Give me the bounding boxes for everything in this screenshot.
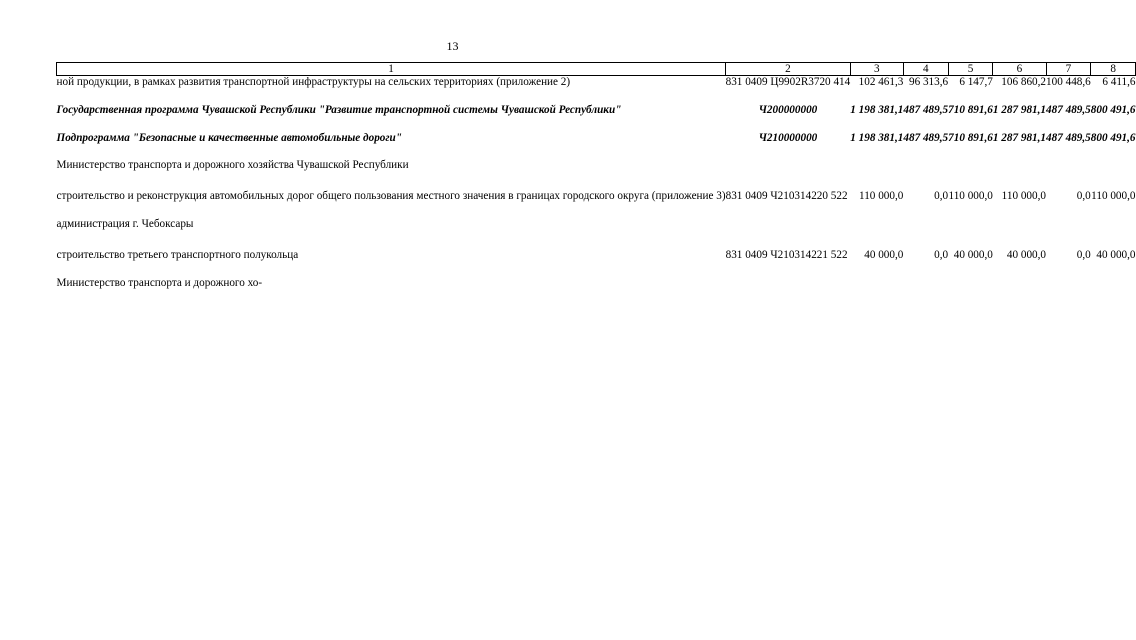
row-value: 710 891,6: [948, 103, 993, 116]
row-value: 487 489,5: [1046, 131, 1091, 144]
table-row: [57, 159, 1136, 173]
table-row: [57, 190, 1136, 204]
row-value: 6 411,6: [1102, 76, 1136, 88]
column-header: 3: [850, 63, 903, 76]
row-value: 487 489,5: [903, 131, 949, 144]
row-value: 96 313,6: [908, 76, 949, 88]
row-value: 110 000,0: [948, 190, 993, 203]
row-description: Государственная программа Чувашской Республики "Развитие транспортной системы Чувашской Республики": [56, 103, 622, 116]
row-value: 40 000,0: [1006, 248, 1047, 261]
budget-table: [56, 62, 1136, 290]
row-value: 40 000,0: [1096, 248, 1136, 261]
row-code: 831 0409 Ц9902R3720 414: [725, 76, 851, 88]
row-value: 800 491,6: [1090, 131, 1136, 144]
row-value: 110 000,0: [859, 190, 904, 203]
row-value: 710 891,6: [948, 131, 993, 144]
row-value: 800 491,6: [1090, 103, 1136, 116]
row-value: 106 860,2: [1001, 76, 1047, 88]
row-value: 110 000,0: [1091, 190, 1136, 203]
row-value: 40 000,0: [953, 248, 993, 261]
row-value: 40 000,0: [864, 248, 904, 261]
row-code: 831 0409 Ч210314220 522: [725, 190, 848, 203]
row-code: Ч200000000: [758, 103, 818, 116]
column-header: 4: [903, 63, 948, 76]
row-value: 0,0: [1076, 190, 1091, 203]
row-value: 102 461,3: [858, 76, 904, 88]
row-description: строительство и реконструкция автомобильных дорог общего пользования местного значения в границах городского округа (приложение 3): [56, 190, 726, 203]
table-row: [57, 104, 1136, 118]
row-value: 100 448,6: [1046, 76, 1091, 88]
column-header: 8: [1091, 63, 1136, 76]
row-description: ной продукции, в рамках развития транспортной инфраструктуры на сельских территориях (приложение 2): [56, 76, 571, 88]
row-value: 1 287 981,1: [992, 103, 1047, 116]
column-header: 1: [57, 63, 726, 76]
row-description: администрация г. Чебоксары: [56, 217, 194, 230]
row-value: 0,0: [934, 248, 949, 261]
row-value: 6 147,7: [959, 76, 993, 88]
row-description: Министерство транспорта и дорожного хозяйства Чувашской Республики: [56, 159, 409, 172]
row-value: 487 489,5: [1046, 103, 1091, 116]
page-number: 13: [446, 39, 459, 53]
table-row: [57, 132, 1136, 146]
row-value: 1 198 381,1: [850, 103, 904, 116]
column-header: 6: [993, 63, 1046, 76]
row-value: 487 489,5: [903, 103, 949, 116]
column-header: 2: [726, 63, 851, 76]
table-row: [57, 277, 1136, 291]
table-row: [57, 218, 1136, 232]
row-value: 1 287 981,1: [992, 131, 1047, 144]
row-code: 831 0409 Ч210314221 522: [725, 248, 848, 261]
row-description: Министерство транспорта и дорожного хо-: [56, 276, 263, 289]
row-value: 110 000,0: [1001, 190, 1047, 203]
row-value: 1 198 381,1: [850, 131, 904, 144]
row-description: строительство третьего транспортного полукольца: [56, 248, 299, 261]
row-code: Ч210000000: [758, 131, 818, 144]
row-description: Подпрограмма "Безопасные и качественные автомобильные дороги": [56, 131, 402, 144]
table-row: [57, 76, 1136, 90]
row-value: 0,0: [1076, 248, 1091, 261]
column-header: 7: [1046, 63, 1091, 76]
column-number-header: [57, 63, 1136, 76]
table-row: [57, 249, 1136, 263]
row-value: 0,0: [934, 190, 949, 203]
column-header: 5: [948, 63, 993, 76]
